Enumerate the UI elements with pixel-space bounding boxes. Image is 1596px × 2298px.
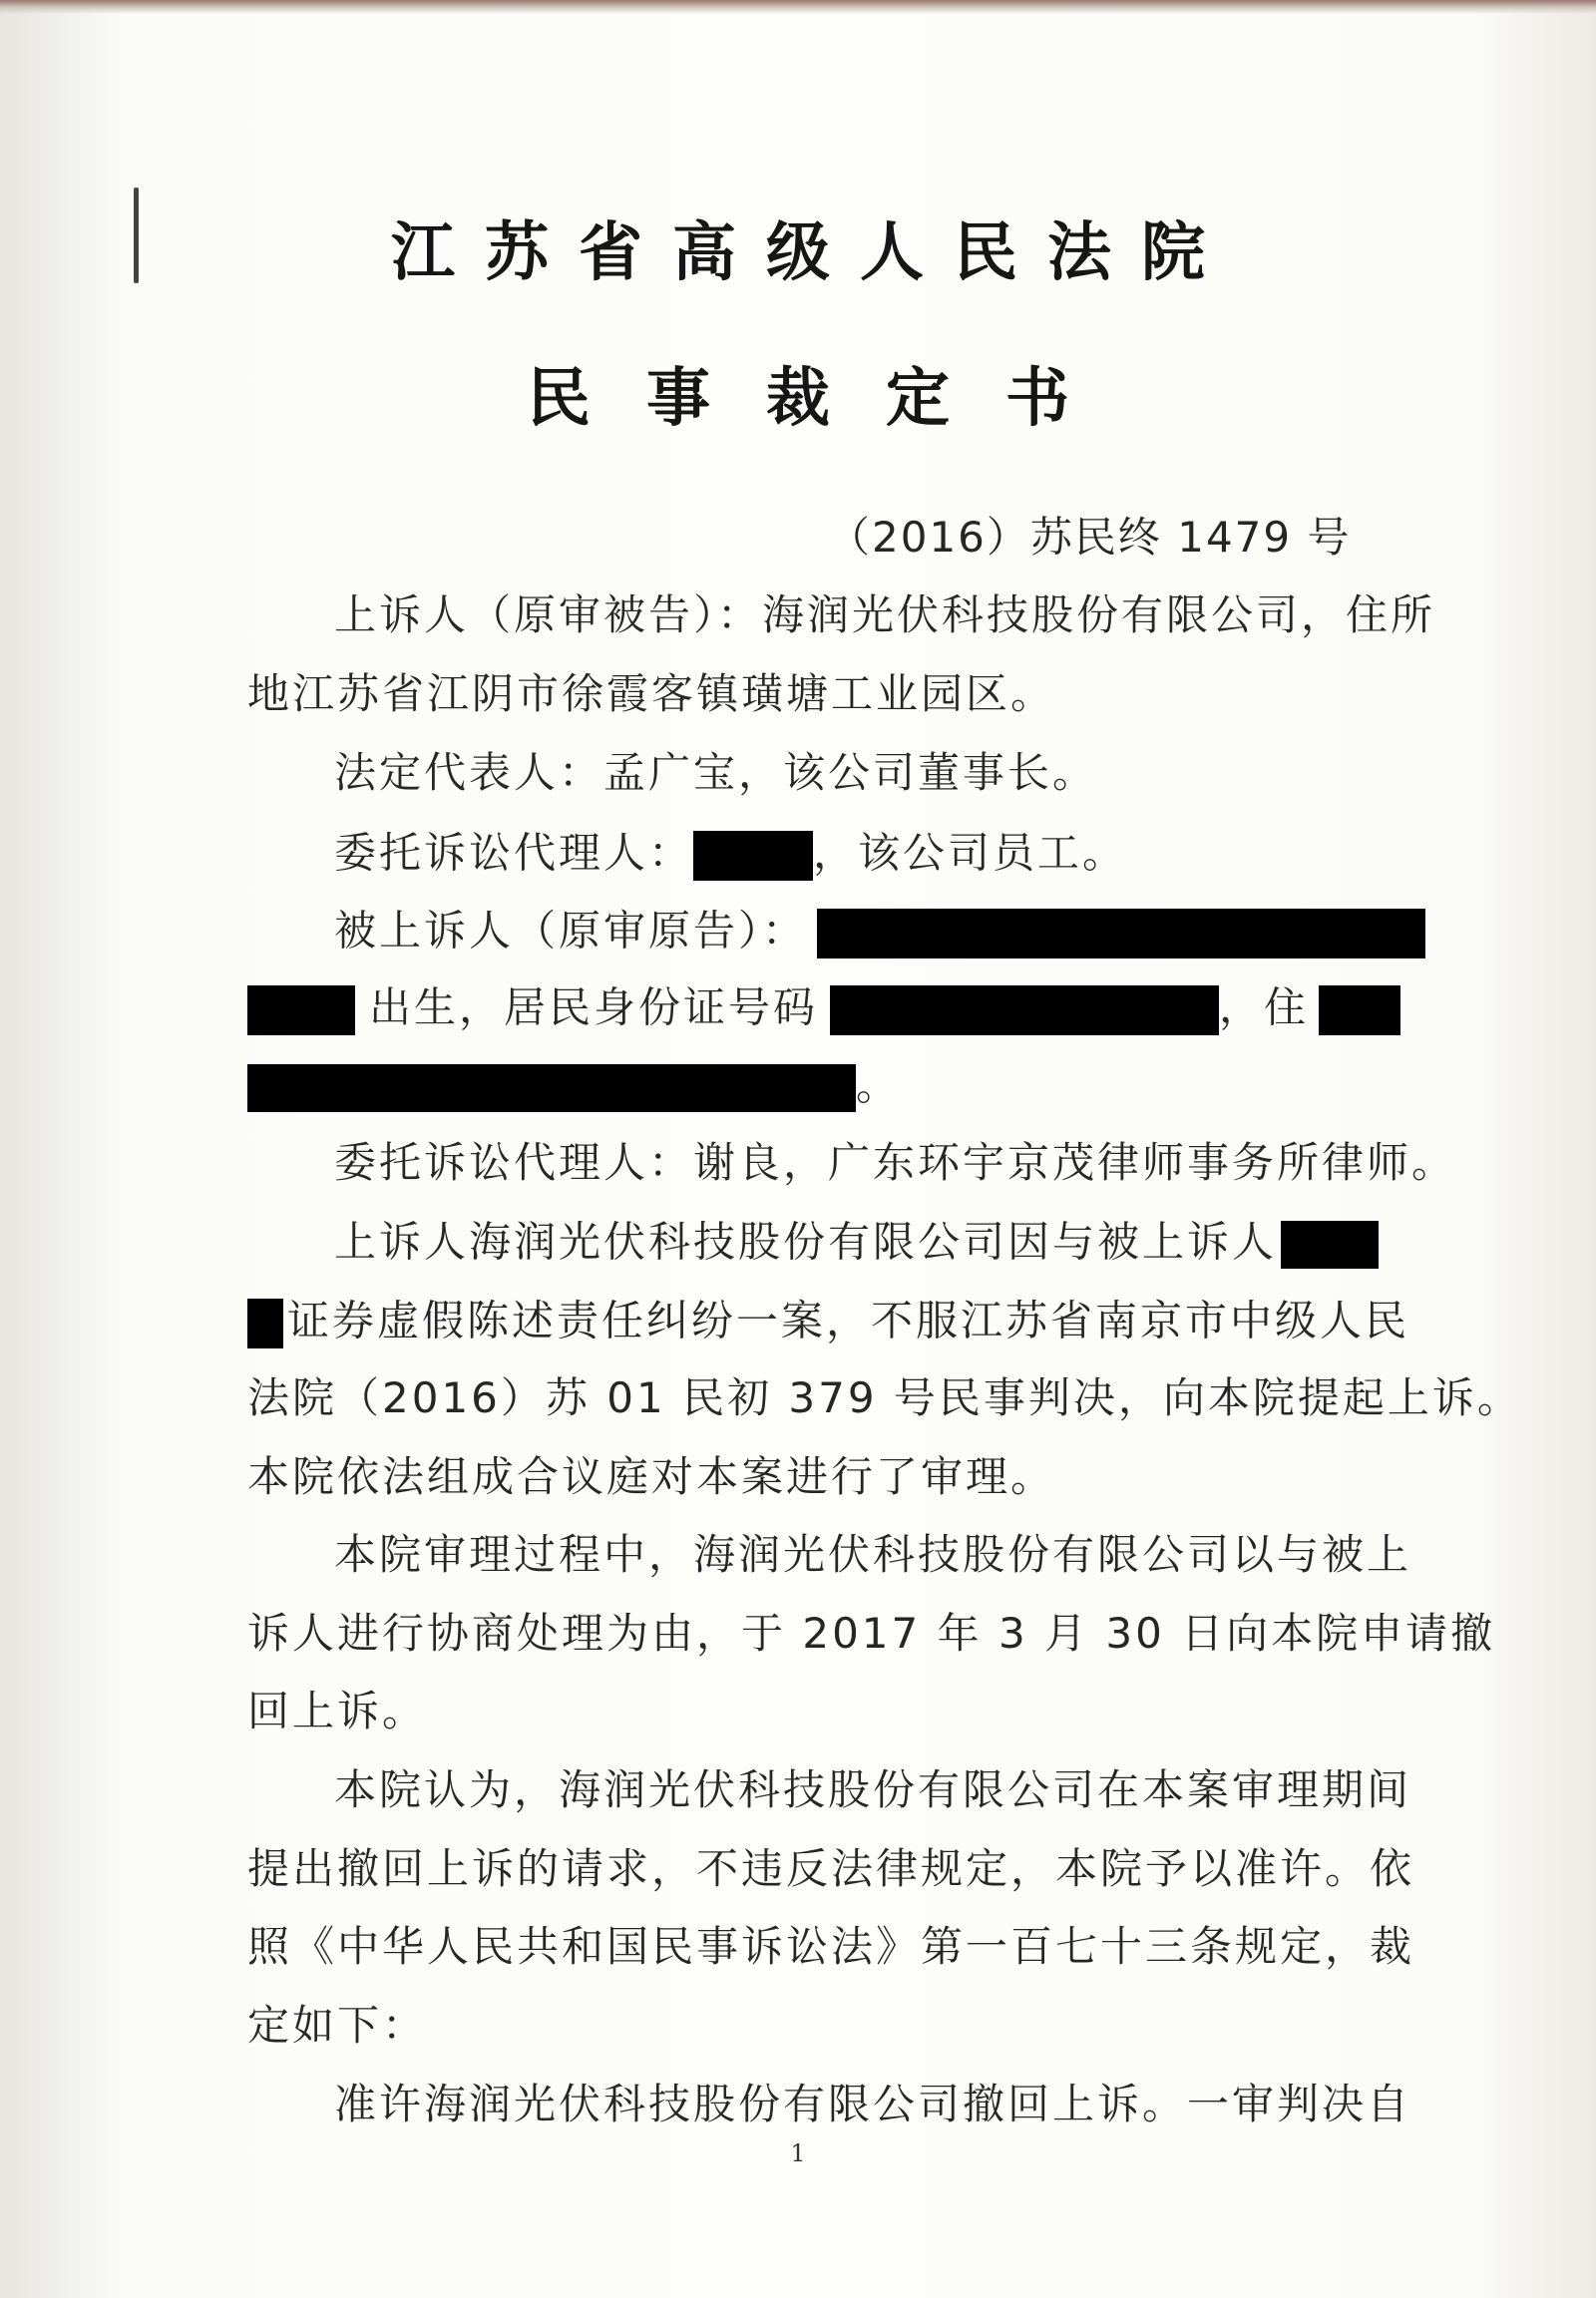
appellee-address-label: ，住 [1219, 982, 1310, 1032]
process-line-3: 回上诉。 [247, 1687, 428, 1735]
appellee-birth-text: 出生，居民身份证号码 [369, 982, 819, 1032]
case-line-2 [247, 1296, 1410, 1348]
redaction-bar [693, 831, 813, 881]
process-line-1: 本院审理过程中，海润光伏科技股份有限公司以与被上 [334, 1530, 1412, 1579]
case-line-4: 本院依法组成合议庭对本案进行了审理。 [247, 1452, 1056, 1501]
legal-representative: 法定代表人：孟广宝，该公司董事长。 [334, 748, 1098, 797]
appellant-line-1: 上诉人（原审被告）：海润光伏科技股份有限公司，住所 [334, 590, 1436, 639]
page-number: 1 [790, 2139, 806, 2167]
case-line-3: 法院（2016）苏 01 民初 379 号民事判决，向本院提起上诉。 [247, 1373, 1522, 1422]
case-text: 证券虚假陈述责任纠纷一案，不服江苏省南京市中级人民 [287, 1296, 1410, 1345]
agent-label: 委托诉讼代理人： [334, 828, 694, 878]
court-title: 江苏省高级人民法院 [391, 215, 1235, 290]
appellee-line-3 [247, 1060, 902, 1112]
agent-line-2: 委托诉讼代理人：谢良，广东环宇京茂律师事务所律师。 [334, 1138, 1457, 1187]
agent-line-1 [334, 828, 1128, 881]
document-type-title: 民事裁定书 [527, 361, 1125, 436]
appellee-line-2 [247, 982, 1400, 1035]
redaction-bar [247, 1299, 283, 1348]
redaction-bar [817, 909, 1425, 958]
redaction-bar [247, 1064, 856, 1112]
opinion-line-1: 本院认为，海润光伏科技股份有限公司在本案审理期间 [334, 1765, 1412, 1814]
ruling-line-1: 准许海润光伏科技股份有限公司撤回上诉。一审判决自 [334, 2080, 1412, 2128]
scan-top-edge [0, 0, 1596, 14]
agent-role: ，该公司员工。 [813, 828, 1128, 878]
redaction-bar [247, 985, 355, 1035]
redaction-bar [830, 985, 1219, 1035]
case-number: （2016）苏民终 1479 号 [828, 513, 1352, 562]
opinion-line-3: 照《中华人民共和国民事诉讼法》第一百七十三条规定，裁 [247, 1922, 1415, 1971]
opinion-line-2: 提出撤回上诉的请求，不违反法律规定，本院予以准许。依 [247, 1844, 1415, 1893]
redaction-bar [1319, 985, 1400, 1035]
case-line-1 [334, 1217, 1379, 1269]
appellee-line-1 [334, 906, 1425, 958]
appellant-line-2: 地江苏省江阴市徐霞客镇璜塘工业园区。 [247, 669, 1056, 718]
appellee-line-end: 。 [856, 1060, 902, 1110]
case-text: 上诉人海润光伏科技股份有限公司因与被上诉人 [334, 1217, 1278, 1267]
redaction-bar [1281, 1221, 1379, 1269]
opinion-line-4: 定如下： [247, 2001, 428, 2050]
process-line-2: 诉人进行协商处理为由，于 2017 年 3 月 30 日向本院申请撤 [247, 1609, 1496, 1658]
appellee-label: 被上诉人（原审原告）： [334, 906, 808, 956]
